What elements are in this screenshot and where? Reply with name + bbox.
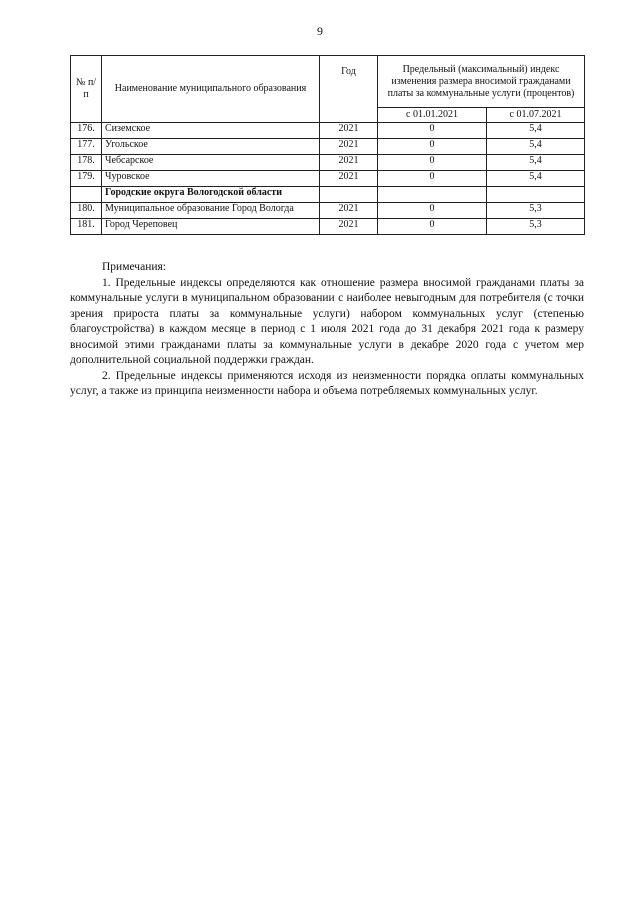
table-row <box>71 123 585 139</box>
cell-index-jan: 0 <box>378 203 487 219</box>
header-from-jul: с 01.07.2021 <box>487 108 585 123</box>
cell-index-jan: 0 <box>378 139 487 155</box>
cell-name: Муниципальное образование Город Вологда <box>102 203 320 219</box>
header-from-jan: с 01.01.2021 <box>378 108 487 123</box>
cell-index-jan: 0 <box>378 219 487 235</box>
cell-year: 2021 <box>320 219 378 235</box>
cell-number: 179. <box>71 171 102 187</box>
cell-name: Городские округа Вологодской области <box>102 187 320 203</box>
table-row <box>71 219 585 235</box>
cell-number: 181. <box>71 219 102 235</box>
cell-name: Город Череповец <box>102 219 320 235</box>
index-table <box>70 55 585 235</box>
cell-index-jan: 0 <box>378 171 487 187</box>
table-body <box>71 123 585 235</box>
cell-index-jul: 5,3 <box>487 219 585 235</box>
cell-name: Сиземское <box>102 123 320 139</box>
cell-year: 2021 <box>320 171 378 187</box>
cell-index-jul: 5,4 <box>487 171 585 187</box>
cell-index-jul: 5,4 <box>487 123 585 139</box>
cell-number: 180. <box>71 203 102 219</box>
header-index-group: Предельный (максимальный) индекс изменения размера вносимой гражданами платы за коммунальные услуги (процентов) <box>378 56 585 108</box>
cell-year <box>320 187 378 203</box>
cell-year: 2021 <box>320 123 378 139</box>
cell-number: 176. <box>71 123 102 139</box>
notes <box>70 260 584 400</box>
cell-number: 177. <box>71 139 102 155</box>
cell-index-jul: 5,4 <box>487 155 585 171</box>
cell-index-jan: 0 <box>378 123 487 139</box>
cell-number <box>71 187 102 203</box>
cell-name: Чебсарское <box>102 155 320 171</box>
table-row <box>71 139 585 155</box>
cell-index-jan <box>378 187 487 203</box>
cell-index-jan: 0 <box>378 155 487 171</box>
cell-year: 2021 <box>320 139 378 155</box>
note-item: 2. Предельные индексы применяются исходя из неизменности порядка оплаты коммунальных услуг, а также из принципа неизменности набора и объема потребляемых коммунальных услуг. <box>70 369 584 397</box>
cell-name: Чуровское <box>102 171 320 187</box>
cell-number: 178. <box>71 155 102 171</box>
header-year: Год <box>320 56 378 123</box>
cell-year: 2021 <box>320 203 378 219</box>
header-number: № п/п <box>71 56 102 123</box>
table-row <box>71 203 585 219</box>
notes-title: Примечания: <box>102 261 166 273</box>
cell-name: Угольское <box>102 139 320 155</box>
table-row <box>71 171 585 187</box>
page-number: 9 <box>317 24 323 38</box>
cell-index-jul: 5,4 <box>487 139 585 155</box>
cell-year: 2021 <box>320 155 378 171</box>
table-row <box>71 155 585 171</box>
table-section-row <box>71 187 585 203</box>
cell-index-jul <box>487 187 585 203</box>
cell-index-jul: 5,3 <box>487 203 585 219</box>
header-name: Наименование муниципального образования <box>102 56 320 123</box>
note-item: 1. Предельные индексы определяются как отношение размера вносимой гражданами платы за коммунальные услуги в муниципальном образовании с наиболее невыгодным для потребителя (с точки зрения прироста платы за коммунальные услуги) набором коммунальных услуг (степенью благоустройства) в каждом месяце в период с 1 июля 2021 года до 31 декабря 2021 года к размеру вносимой этими гражданами платы за коммунальные услуги в декабре 2020 года с учетом мер дополнительной социальной поддержки граждан. <box>70 276 584 366</box>
